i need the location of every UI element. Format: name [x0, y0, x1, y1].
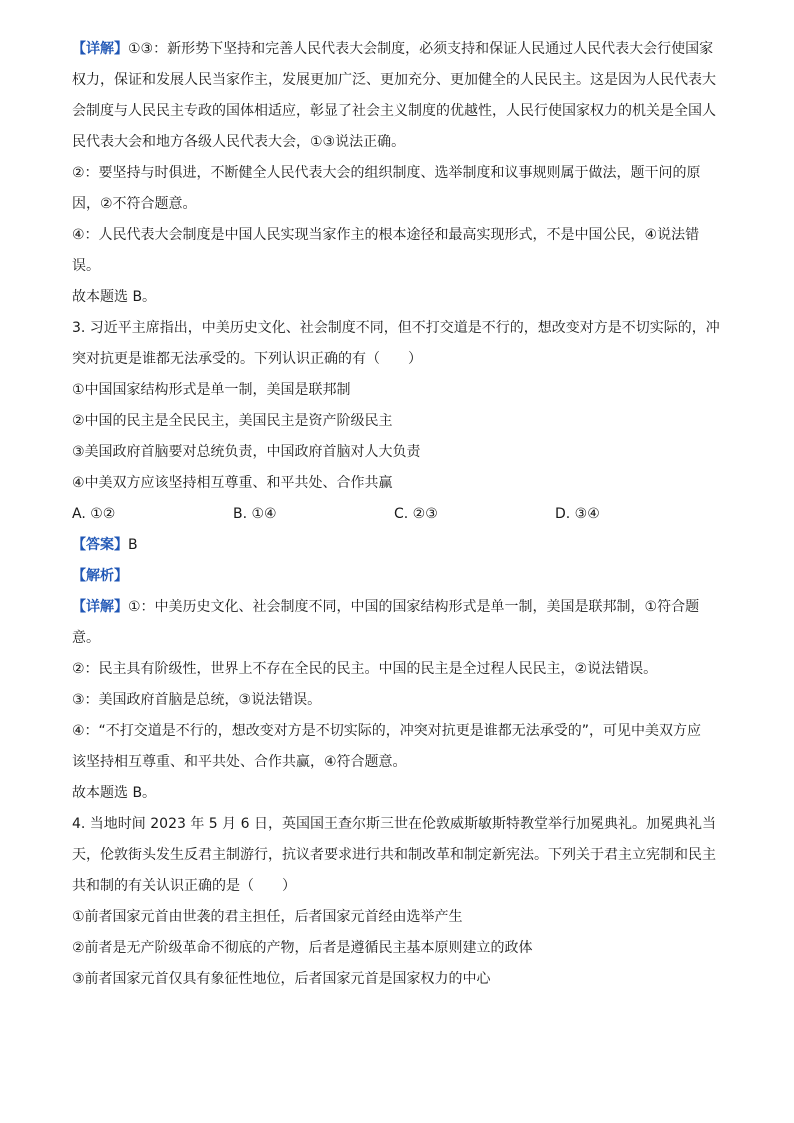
q3-stem-line-2: 突对抗更是谁都无法承受的。下列认识正确的有（ ）	[72, 351, 422, 367]
q4-stem-line-1: 4. 当地时间 2023 年 5 月 6 日，英国国王查尔斯三世在伦敦威斯敏斯特教堂举行加冕典礼。加冕典礼当	[72, 816, 716, 832]
q2-detail-line-6: 因，②不符合题意。	[72, 196, 197, 212]
q3-detail-line-6: 该坚持相互尊重、和平共处、合作共赢，④符合题意。	[72, 754, 407, 770]
q2-detail-line-8: 误。	[72, 258, 100, 274]
q3-detail-line-5: ④：“不打交道是不行的，想改变对方是不切实际的，冲突对抗更是谁都无法承受的”，可见中美双方应	[72, 723, 702, 739]
q2-detail-line-5: ②：要坚持与时俱进，不断健全人民代表大会的组织制度、选举制度和议事规则属于做法，题干问的原	[72, 165, 701, 181]
q2-detail-line-3: 会制度与人民民主专政的国体相适应，彰显了社会主义制度的优越性，人民行使国家权力的机关是全国人	[72, 103, 716, 119]
q3-statement-4: ④中美双方应该坚持相互尊重、和平共处、合作共赢	[72, 475, 393, 491]
q3-option-d: D. ③④	[555, 506, 600, 522]
q4-statement-2: ②前者是无产阶级革命不彻底的产物，后者是遵循民主基本原则建立的政体	[72, 940, 533, 956]
answer-value: B	[128, 537, 138, 553]
detail-tag: 【详解】	[72, 599, 128, 615]
q3-options	[72, 499, 727, 530]
q2-detail-line-4: 民代表大会和地方各级人民代表大会，①③说法正确。	[72, 134, 406, 150]
page-content	[72, 34, 727, 995]
q3-statement-1: ①中国国家结构形式是单一制，美国是联邦制	[72, 382, 351, 398]
detail-tag: 【详解】	[72, 41, 128, 57]
q3-statement-3: ③美国政府首脑要对总统负责，中国政府首脑对人大负责	[72, 444, 421, 460]
q4-stem-line-2: 天，伦敦街头发生反君主制游行，抗议者要求进行共和制改革和制定新宪法。下列关于君主立宪制和民主	[72, 847, 716, 863]
q4-statement-1: ①前者国家元首由世袭的君主担任，后者国家元首经由选举产生	[72, 909, 463, 925]
analysis-tag: 【解析】	[72, 568, 128, 584]
answer-tag: 【答案】	[72, 537, 128, 553]
q3-analysis-heading	[72, 561, 727, 592]
q4-statement-3: ③前者国家元首仅具有象征性地位，后者国家元首是国家权力的中心	[72, 971, 491, 987]
q3-option-a: A. ①②	[72, 506, 116, 522]
q4-stem-line-3: 共和制的有关认识正确的是（ ）	[72, 878, 296, 894]
q3-answer	[72, 530, 727, 561]
q2-conclusion: 故本题选 B。	[72, 289, 157, 305]
q3-statement-2: ②中国的民主是全民民主，美国民主是资产阶级民主	[72, 413, 393, 429]
q3-detail-line-3: ②：民主具有阶级性，世界上不存在全民的民主。中国的民主是全过程人民民主，②说法错误。	[72, 661, 658, 677]
q3-detail-line-1: 【详解】①：中美历史文化、社会制度不同，中国的国家结构形式是单一制，美国是联邦制，①符合题	[72, 599, 700, 615]
q2-detail-line-7: ④：人民代表大会制度是中国人民实现当家作主的根本途径和最高实现形式，不是中国公民，④说法错	[72, 227, 700, 243]
q2-detail-line-1: 【详解】①③：新形势下坚持和完善人民代表大会制度，必须支持和保证人民通过人民代表大会行使国家	[72, 41, 714, 57]
q2-detail-line-2: 权力，保证和发展人民当家作主，发展更加广泛、更加充分、更加健全的人民民主。这是因为人民代表大	[72, 72, 716, 88]
q3-option-b: B. ①④	[233, 506, 277, 522]
q3-option-c: C. ②③	[394, 506, 438, 522]
q3-detail-line-4: ③：美国政府首脑是总统，③说法错误。	[72, 692, 322, 708]
q3-conclusion: 故本题选 B。	[72, 785, 157, 801]
q3-detail-line-2: 意。	[72, 630, 100, 646]
q3-stem-line-1: 3. 习近平主席指出，中美历史文化、社会制度不同，但不打交道是不行的，想改变对方是不切实际的，冲	[72, 320, 720, 336]
